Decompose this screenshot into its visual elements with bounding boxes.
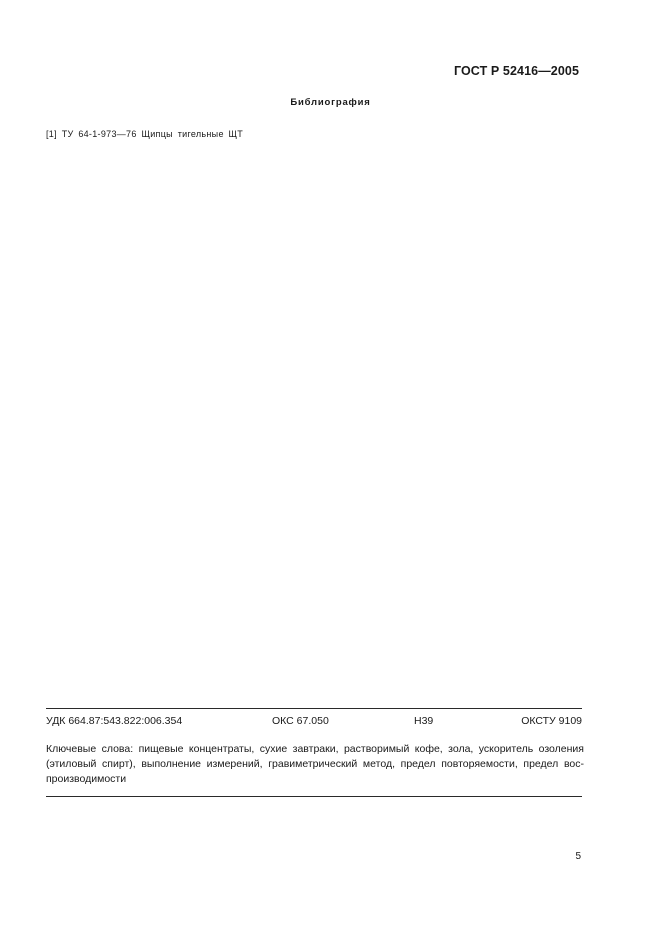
page-number: 5 [575, 851, 581, 862]
okstu-code: ОКСТУ 9109 [521, 715, 582, 727]
bibliography-title: Библиография [290, 97, 371, 108]
group-code: Н39 [414, 715, 434, 727]
oks-code: ОКС 67.050 [272, 715, 329, 727]
classification-row [46, 715, 582, 729]
bottom-divider [46, 796, 582, 797]
bibliography-entry: [1] ТУ 64-1-973—76 Щипцы тигельные ЩТ [46, 129, 244, 139]
document-standard-id: ГОСТ Р 52416—2005 [453, 64, 579, 78]
udk-code: УДК 664.87:543.822:006.354 [46, 715, 183, 727]
keywords-paragraph: Ключевые слова: пищевые концентраты, сухие завтраки, растворимый кофе, зола, ускоритель озоления (этиловый спирт), выполнение измерений, гравиметрический метод, предел повторяемости, предел вос-производимости [46, 743, 584, 785]
top-divider [46, 708, 582, 709]
